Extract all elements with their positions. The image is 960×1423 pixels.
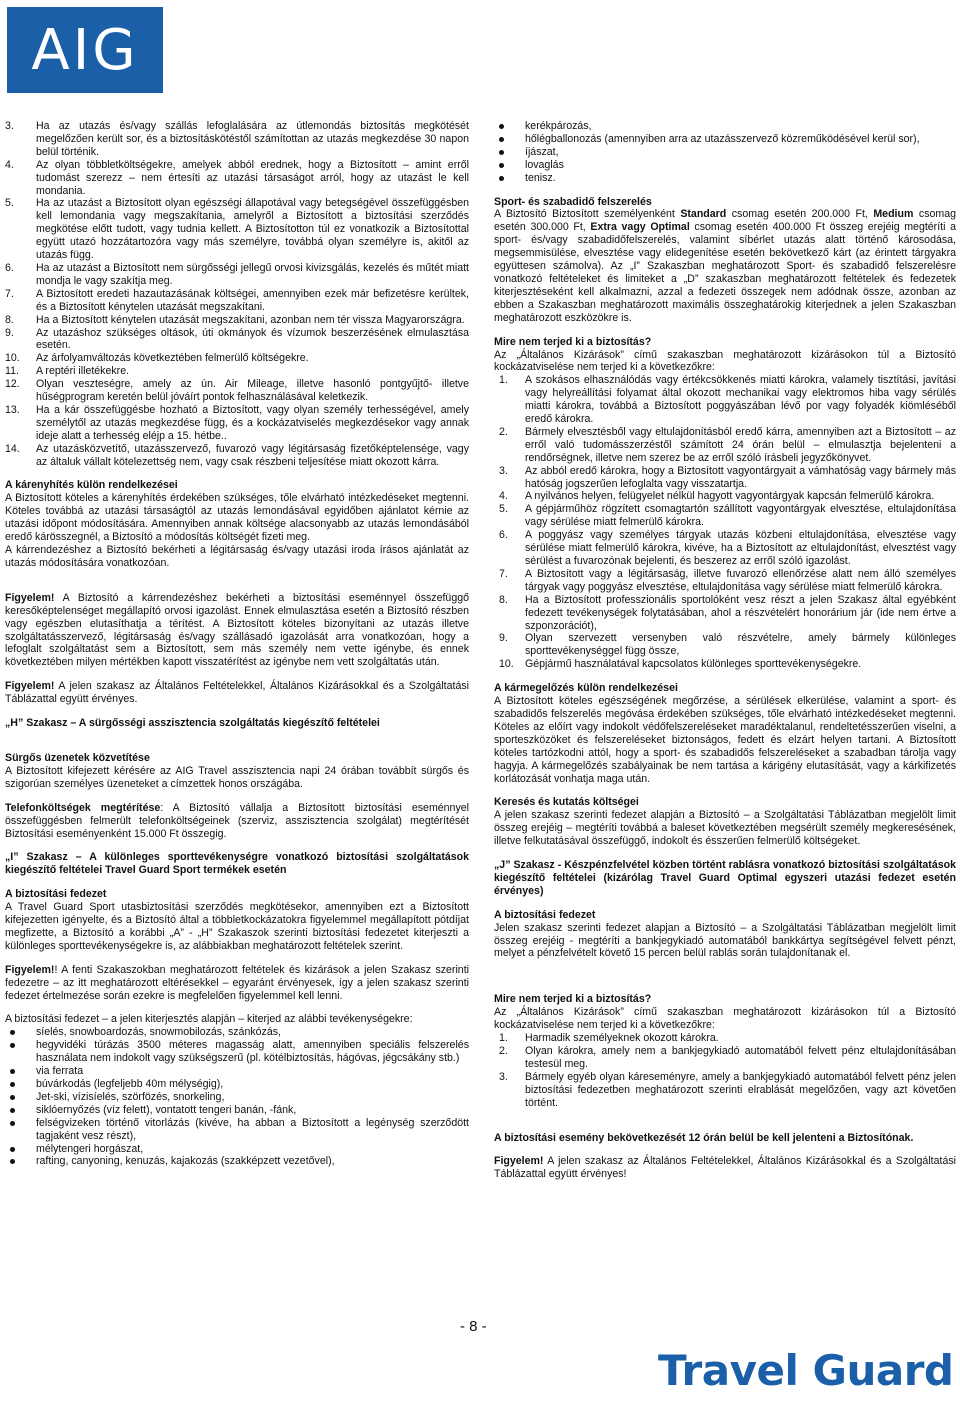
exclusion-item: [5, 288, 469, 314]
sport-list-continued: [494, 120, 956, 185]
list-number: 4.: [499, 490, 508, 503]
fedezet2-title: A biztosítási fedezet: [494, 908, 596, 921]
list-number: 6.: [499, 529, 508, 542]
mire-item: [494, 594, 956, 633]
list-number: 13.: [5, 403, 20, 416]
felszereles-text: A Biztosító Biztosított személyenként Standard csomag esetén 200.000 Ft, Medium csomag esetén 300.000 Ft, Extra vagy Optimal csomag esetén 400.000 Ft összeg erejéig megtéríti a sport- és/vagy szabadidőfelszerelés, valamint síbérlet utazás alatt történő károsodása, megsemmisülése, elvesztése vagy elidegenítése esetén bekövetkező kárt (az érintett tárgyakra együttesen számolva). Az „I” Szakaszban meghatározott Sport- és szabadidő felszerelésre vonatkozó feltételeket és limiteket a „D” szakaszban meghatározott feltételek és fedezetek kiterjesztéseként kell alkalmazni, azzal a fedezeti összegek nem adódnak össze, azonban az ebben a Szakaszban meghatározott maximális összeghatárokig kiterjednek a jelen Szakaszban meghatározott eszközökre is.: [494, 208, 956, 324]
figyelem-note-1: Figyelem! A Biztosító a kárrendezéshez bekérheti a biztosítási eseménnyel összefüggő keresőképtelenséget megállapító orvosi igazolást. Ennek elmulasztása esetén a Biztosító részben vagy egészben elutasíthatja a térítést. A Biztosított köteles bizonyítani az utazás illetve szolgáltatásszervező, légitársaság és/vagy szállásadó igazolását arra vonatkozóan, hogy a lefoglalt szolgáltatást sem a Biztosított, sem más személy nem vette igénybe, és ennek következtében milyen mértékben kapott visszatérítést az igénybe nem vett szolgáltatás után.: [5, 591, 469, 669]
list-number: 3.: [499, 464, 508, 477]
sport-item: hőlégballonozás (amennyiben arra az utazásszervező közreműködésével kerül sor),: [494, 133, 956, 146]
list-number: 3.: [5, 120, 14, 132]
sport-item: íjászat,: [494, 146, 956, 159]
mire-item: [494, 426, 956, 465]
karenyhites-text: A Biztosított köteles a kárenyhítés érdekében szükséges, tőle elvárható intézkedéseket megtenni. Köteles továbbá az utazási társaságtól az utazás lemondásával egyidőben ajánlatot kérnie az utazási időpont módosítására. Amennyiben annak költsége alacsonyabb az utazás lemondásából eredő kárösszegnél, a Biztosító a módosítás költségét fizeti meg.: [5, 492, 469, 544]
list-text: A nyilvános helyen, felügyelet nélkül hagyott vagyontárgyak kapcsán felmerülő károkra.: [525, 490, 935, 503]
exclusion-item: [5, 352, 469, 365]
list-number: 7.: [499, 567, 508, 580]
mire-item: [494, 1071, 956, 1110]
sport-item: hegyvidéki túrázás 3500 méteres magasság alatt, amennyiben speciális felszerelés használata nem indokolt vagy szükségszerű (pl. kötélbiztosítás, hágóvas, jégcsákány stb.): [5, 1039, 469, 1065]
list-text: Harmadik személyeknek okozott károkra.: [525, 1032, 719, 1045]
list-text: A Biztosított eredeti hazautazásának költségei, amennyiben ezek már befizetésre kerültek, és a Biztosított kénytelen utazását megszakítani.: [36, 287, 469, 313]
exclusion-item: [5, 314, 469, 327]
mire-intro-1: Az „Általános Kizárások” című szakaszban meghatározott kizárásokon túl a Biztosító kockázatviselése nem terjed ki a következőkre:: [494, 348, 956, 374]
list-text: A szokásos elhasználódás vagy értékcsökkenés miatti károkra, valamely tisztítási, javítási vagy helyreállítási folyamat által okozott mechanikai vagy elektromos hiba vagy sérülés miatti károkra, továbbá a Biztosított poggyászában lévő por vagy folyadék kiömléséből eredő károkra.: [525, 374, 956, 426]
exclusion-item: [5, 120, 469, 159]
sport-item: tenisz.: [494, 172, 956, 185]
surgos-title: Sürgős üzenetek közvetítése: [5, 751, 150, 764]
exclusion-item: [5, 378, 469, 404]
list-number: 12.: [5, 378, 20, 391]
list-number: 5.: [499, 503, 508, 516]
mire-intro-2: Az „Általános Kizárások” című szakaszban meghatározott kizárásokon túl a Biztosító kockázatviselése nem terjed ki a következőkre:: [494, 1006, 956, 1032]
karenyhites-title: A kárenyhítés külön rendelkezései: [5, 479, 178, 492]
mire-item: [494, 529, 956, 568]
sport-intro: A biztosítási fedezet – a jelen kiterjesztés alapján – kiterjed az alábbi tevékenységekre:: [5, 1013, 413, 1026]
mire-item: [494, 568, 956, 594]
j-szakasz-heading: „J” Szakasz - Készpénzfelvétel közben történt rablásra vonatkozó biztosítási szolgáltatások kiegészítő feltételei (kizárólag Travel Guard Optimal egyszeri utazási fedezet esetén érvényes): [494, 859, 956, 897]
list-text: Az árfolyamváltozás következtében felmerülő költségekre.: [36, 352, 309, 365]
karmegelozes-title: A kármegelőzés külön rendelkezései: [494, 682, 678, 695]
figyelem-note-final: Figyelem! A jelen szakasz az Általános Feltételekkel, Általános Kizárásokkal és a Szolgáltatási Táblázattal együtt érvényes!: [494, 1155, 956, 1181]
list-number: 7.: [5, 287, 14, 300]
i-szakasz-heading: „I” Szakasz – A különleges sporttevékenységre vonatkozó biztosítási szolgáltatások kiegészítő feltételei Travel Guard Sport termékek esetén: [5, 851, 469, 877]
sport-item: síelés, snowboardozás, snowmobilozás, szánkózás,: [5, 1026, 469, 1039]
sport-item: rafting, canyoning, kenuzás, kajakozás (szakképzett vezetővel),: [5, 1155, 469, 1168]
list-number: 2.: [499, 1045, 508, 1057]
telefon-text: Telefonköltségek megtérítése: A Biztosító vállalja a Biztosított biztosítási eseménnyel összefüggésben felmerült telefonköltségeinek (szerviz, asszisztencia szolgálat) megtérítését Biztosítási eseményenként 15.000 Ft összegig.: [5, 801, 469, 840]
exclusion-item: [5, 159, 469, 198]
list-number: 4.: [5, 158, 14, 171]
list-number: 5.: [5, 197, 14, 210]
mire-item: [494, 490, 956, 503]
list-number: 3.: [499, 1070, 508, 1083]
bejelentes-note: A biztosítási esemény bekövetkezését 12 órán belül be kell jelenteni a Biztosítónak.: [494, 1131, 914, 1144]
exclusion-item: [5, 365, 469, 378]
exclusion-item: [5, 443, 469, 469]
aig-logo: [7, 7, 163, 93]
mire-item: [494, 1045, 956, 1071]
list-text: Ha a Biztosított professzionális sportolóként vesz részt a jelen Szakasz által egyébként fedezett tevékenységek folytatásában, ahol a részvételért honorárium jár (ide nem értve a szponzorációt),: [525, 593, 956, 632]
list-text: Gépjármű használatával kapcsolatos különleges sporttevékenységekre.: [525, 658, 862, 671]
list-number: 1.: [499, 1032, 508, 1045]
mire-item: [494, 658, 956, 671]
list-text: A Biztosított vagy a légitársaság, illetve fuvarozó ellenőrzése alatt nem álló személyes tárgyak vagy poggyász elvesztése, eltulajdonítása vagy sérülése miatt felmerülő károkra.: [525, 567, 956, 593]
karmegelozes-text: A Biztosított köteles egészségének megőrzése, a sérülések elkerülése, valamint a sport- és szabadidős felszerelés megóvása érdekében szükséges, tőle elvárható intézkedéseket megtenni. Köteles az előírt vagy indokolt védőfelszereléseket maradéktalanul, rendeltetésszerűen viselni, a sporteszközöket és felszereléseket biztonságos, fedett és elzárt helyen tartani. A Biztosított köteles tartózkodni attól, hogy a sport- és szabadidős felszereléseket a szabadban tárolja vagy hagyja. A kármegelőzés szabályainak be nem tartása a kárigény elutasítását, vagy a kárkifizetés korlátozását vonhatja maga után.: [494, 695, 956, 785]
list-text: A gépjárműhöz rögzített csomagtartón szállított vagyontárgyak elvesztése, eltulajdonítása vagy sérülése miatt felmerülő károkra.: [525, 503, 956, 529]
exclusion-item: [5, 262, 469, 288]
mire-item: [494, 632, 956, 658]
sport-item: mélytengeri horgászat,: [5, 1143, 469, 1156]
list-number: 1.: [499, 374, 508, 387]
list-text: Az utazáshoz szükséges oltások, úti okmányok és vízumok beszerzésének elmulasztása esetén.: [36, 326, 469, 352]
list-text: Olyan károkra, amely nem a bankjegykiadó automatából felvett pénz eltulajdonításában testesül meg.: [525, 1045, 956, 1070]
felszereles-title: Sport- és szabadidő felszerelés: [494, 195, 652, 208]
exclusion-item: [5, 327, 469, 353]
list-text: Olyan szervezett versenyben való részvételre, amely bármely különleges sporttevékenységgel függ össze,: [525, 632, 956, 658]
surgos-text: A Biztosított kifejezett kérésére az AIG Travel asszisztencia napi 24 órában továbbít sürgős és szigorúan személyes üzeneteket a címzettek honos országába.: [5, 764, 469, 790]
list-number: 10.: [5, 352, 20, 365]
aig-logo-text: AIG: [31, 17, 139, 83]
mire-title-2: Mire nem terjed ki a biztosítás?: [494, 993, 652, 1006]
mire-item: [494, 374, 956, 426]
list-number: 10.: [499, 658, 514, 671]
sport-item: búvárkodás (legfeljebb 40m mélységig),: [5, 1078, 469, 1091]
exclusion-item: [5, 404, 469, 443]
list-text: Bármely egyéb olyan káreseményre, amely a bankjegykiadó automatából felvett pénz jelen biztosítási fedezetben meghatározott szerinti elrablását megelőzően, vagy azt követően történt.: [525, 1070, 956, 1109]
mire-list-1: [494, 374, 956, 671]
sport-item: siklóernyőzés (víz felett), vontatott tengeri banán, -fánk,: [5, 1104, 469, 1117]
list-number: 9.: [5, 326, 14, 339]
mire-item: [494, 1032, 956, 1045]
list-number: 8.: [5, 313, 14, 326]
list-text: Bármely elvesztésből vagy eltulajdonításból eredő kárra, amennyiben azt a Biztosított – az erről való tudomásszerzéstől számított 24 órán belül – elmulasztja bejelenteni a rendőrségnek, illetve nem szerez be az erről szóló írásbeli jegyzőkönyvet.: [525, 425, 956, 464]
list-number: 9.: [499, 632, 508, 645]
mire-list-2: [494, 1032, 956, 1109]
mire-item: [494, 503, 956, 529]
exclusion-item: [5, 197, 469, 262]
kereses-text: A jelen szakasz szerinti fedezet alapján a Biztosító – a Szolgáltatási Táblázatban megjelölt limit összeg erejéig – megtéríti továbbá a baleset következtében megsérült személy megkeresésének, illetve felkutatásával összefüggő, indokolt és ésszerűen felmerülő költségeket.: [494, 809, 956, 848]
sport-list: [5, 1026, 469, 1168]
list-text: Az olyan többletköltségekre, amelyek abból erednek, hogy a Biztosított – amint erről tudomást szerezz – nem értesíti az utazási társaságot arról, hogy az utazást le kell mondania.: [36, 158, 469, 197]
mire-item: [494, 465, 956, 491]
sport-item: via ferrata: [5, 1065, 469, 1078]
karenyhites-text-2: A kárrendezéshez a Biztosító bekérheti a légitársaság és/vagy utazási iroda írásos ajánlatát az utazás módosítására vonatkozóan.: [5, 544, 469, 569]
left-column: [5, 120, 469, 1168]
sport-item: Jet-ski, vízisíelés, szörfözés, snorkeling,: [5, 1091, 469, 1104]
fedezet2-text: Jelen szakasz szerinti fedezet alapjan a Biztosító – a Szolgáltatási Táblázatban megjelölt limit összeg erejéig - megtéríti a bankjegykiadó automatából bankkártya segítségével felvett pénzt, melyet a pénzfelvételt követő 15 percen belül rablás során tulajdonítanak el.: [494, 921, 956, 960]
exclusion-list: [5, 120, 469, 468]
fedezet-text: A Travel Guard Sport utasbiztosítási szerződés megkötésekor, amennyiben ezt a Biztosított kifejezetten igényelte, és a Biztosító által a többletkockázatokra figyelemmel megállapított pótdíjat megfizette, a Biztosító a korábbi „A” - „H” Szakaszok szerinti biztosítási fedezetet kiterjeszti a különleges sporttevékenységekre is, az alábbiakban meghatározott feltételek szerint.: [5, 901, 469, 952]
list-text: Ha a Biztosított kénytelen utazását megszakítani, azonban nem tér vissza Magyarországra.: [36, 313, 465, 326]
list-number: 14.: [5, 442, 20, 455]
list-text: A reptéri illetékekre.: [36, 365, 130, 378]
kereses-title: Keresés és kutatás költségei: [494, 796, 639, 809]
sport-item: kerékpározás,: [494, 120, 956, 133]
list-text: Az abból eredő károkra, hogy a Biztosított vagyontárgyait a vámhatóság vagy bármely más hatóság jogszerűen lefoglalta vagy visszatartja.: [525, 464, 956, 490]
list-text: Ha a kár összefüggésbe hozható a Biztosított, vagy olyan személy terhességével, amely személytől az utazás megkezdése függ, és a kockázatviselés megkezdésekor vagy annak ideje alatt a terhesség eléjp a 15. hétbe..: [36, 403, 469, 442]
fedezet-title: A biztosítási fedezet: [5, 888, 107, 901]
list-number: 11.: [5, 365, 19, 378]
list-text: Ha az utazást a Biztosított nem sürgősségi jellegű orvosi kivizsgálás, kezelés és műtét miatt mondja le vagy szakítja meg.: [36, 261, 469, 287]
figyelem-note-2: Figyelem! A jelen szakasz az Általános Feltételekkel, Általános Kizárásokkal és a Szolgáltatási Táblázattal együtt érvényes.: [5, 680, 469, 706]
list-text: Az utazásközvetítő, utazásszervező, fuvarozó vagy légitársaság fizetőképtelensége, vagy az általuk vállalt kötelezettség nem, vagy csak részbeni teljesítése miatt okozott kárra.: [36, 442, 469, 468]
mire-title-1: Mire nem terjed ki a biztosítás?: [494, 335, 652, 348]
h-szakasz-heading: „H” Szakasz – A sürgősségi asszisztencia szolgáltatás kiegészítő feltételei: [5, 717, 380, 730]
page-number: - 8 -: [460, 1318, 487, 1335]
list-number: 2.: [499, 425, 508, 438]
list-text: Ha az utazás és/vagy szállás lefoglalására az útlemondás biztosítás megkötését megelőzően került sor, és a biztosításkötéstől számítottan az utazás megkezdése 30 napon belül történik.: [36, 120, 469, 158]
list-number: 6.: [5, 261, 14, 274]
list-text: A poggyász vagy személyes tárgyak utazás közbeni eltulajdonítása, elvesztése vagy sérülése miatt felmerülő károkra, kivéve, ha a Biztosított az eltulajdonítást, elvesztést vagy sérülést a fuvarozónak bejelenti, és beszerez az erről szóló igazolást.: [525, 529, 956, 567]
sport-item: felségvizeken történő vitorlázás (kivéve, ha abban a Biztosított a legénység szerződött tagjaként vesz részt),: [5, 1117, 469, 1143]
travel-guard-logo: Travel Guard: [658, 1346, 954, 1395]
sport-item: lovaglás: [494, 159, 956, 172]
list-text: Olyan veszteségre, amely az ún. Air Mileage, illetve hasonló pontgyűjtő- illetve hűségprogram keretén belül jóváírt pontok felhasználásával keletkezik.: [36, 378, 469, 404]
list-text: Ha az utazást a Biztosított olyan egészségi állapotával vagy betegségével összefüggésben kell lemondania vagy megszakítania, amelyről a Biztosított a biztosítási szerződés megkötése előtt tudott, vagy tudnia kellett. A Biztosítotton túl ez vonatkozik a Biztosítottal együtt utazó hozzátartozóra vagy más személyre, továbbá olyan személyre is, akitől az utazás függ.: [36, 197, 469, 262]
figyelem-note-3: Figyelem!! A fenti Szakaszokban meghatározott feltételek és kizárások a jelen Szakasz szerinti fedezetre – az itt meghatározott eltérésekkel – egyaránt érvényesek, így a jelen szakasz szerinti fedezet értelmezése során ezekre is megfelelően figyelemmel kell lenni.: [5, 963, 469, 1002]
right-column: [494, 120, 956, 1181]
list-number: 8.: [499, 593, 508, 606]
